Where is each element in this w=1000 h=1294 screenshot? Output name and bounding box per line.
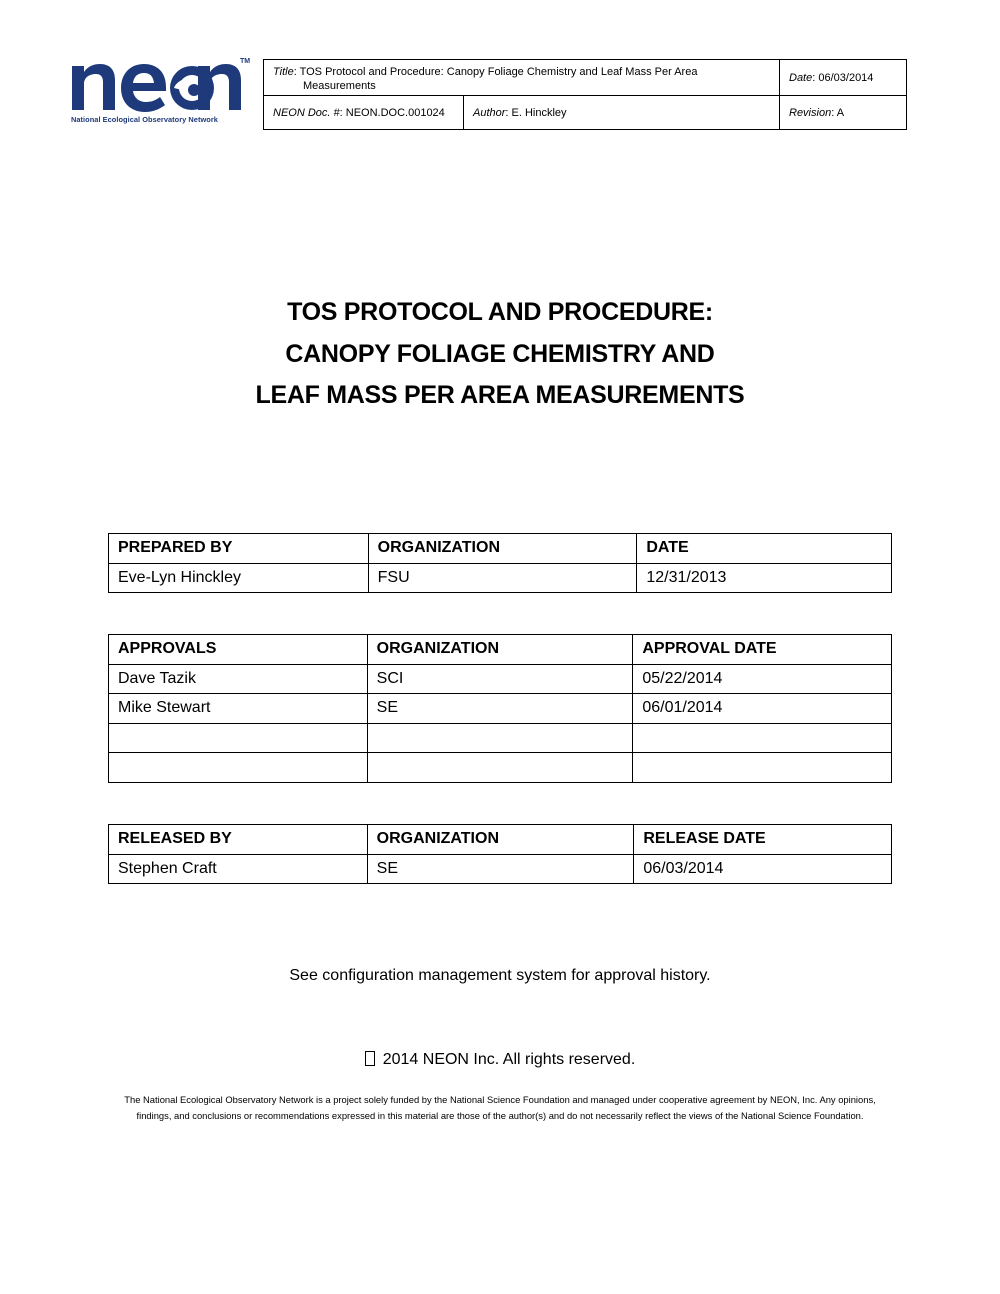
table-row bbox=[109, 694, 892, 724]
table-cell: 12/31/2013 bbox=[637, 563, 892, 593]
table-cell: 05/22/2014 bbox=[633, 664, 892, 694]
table-cell: Eve-Lyn Hinckley bbox=[109, 563, 369, 593]
table-cell: Dave Tazik bbox=[109, 664, 368, 694]
table-header-row bbox=[109, 534, 892, 564]
trademark-mark: TM bbox=[240, 58, 251, 65]
table-header-row bbox=[109, 825, 892, 855]
table-cell: SE bbox=[367, 694, 633, 724]
column-header: RELEASED BY bbox=[109, 825, 368, 855]
logo-tagline: National Ecological Observatory Network bbox=[71, 115, 218, 124]
document-title-line: CANOPY FOLIAGE CHEMISTRY AND bbox=[285, 339, 715, 368]
author-value: : E. Hinckley bbox=[505, 107, 567, 119]
document-title bbox=[0, 292, 1000, 417]
table-row bbox=[109, 563, 892, 593]
table-cell bbox=[367, 753, 633, 783]
doc-number-label: NEON Doc. # bbox=[273, 107, 340, 119]
author-label: Author bbox=[473, 107, 506, 119]
released-by-table bbox=[108, 824, 892, 884]
document-header-table bbox=[263, 59, 907, 130]
funding-disclaimer: The National Ecological Observatory Network is a project solely funded by the National Science Foundation and managed under cooperative agreement by NEON, Inc. Any opinions, findings, and conclusions or recommendations expressed in this material are those of the author(s) and do not necessarily reflect the views of the National Science Foundation. bbox=[124, 1094, 876, 1122]
revision-label: Revision bbox=[789, 107, 832, 119]
title-value: : TOS Protocol and Procedure: Canopy Foliage Chemistry and Leaf Mass Per Area bbox=[293, 65, 698, 78]
header-doc-number-cell bbox=[264, 96, 464, 130]
column-header: PREPARED BY bbox=[109, 534, 369, 564]
table-cell bbox=[633, 753, 892, 783]
table-cell bbox=[633, 723, 892, 753]
header-date-cell bbox=[780, 60, 907, 95]
neon-logo bbox=[70, 58, 251, 130]
column-header: ORGANIZATION bbox=[367, 825, 634, 855]
copyright-line bbox=[0, 1051, 1000, 1069]
table-cell: 06/03/2014 bbox=[634, 854, 892, 884]
table-cell bbox=[109, 723, 368, 753]
column-header: APPROVAL DATE bbox=[633, 635, 892, 665]
header-author-cell bbox=[464, 96, 780, 130]
copyright-symbol-icon bbox=[365, 1051, 375, 1066]
document-title-line: TOS PROTOCOL AND PROCEDURE: bbox=[287, 298, 713, 326]
table-cell bbox=[109, 753, 368, 783]
header-revision-cell bbox=[780, 96, 907, 130]
date-value: : 06/03/2014 bbox=[812, 71, 874, 84]
table-cell: SCI bbox=[367, 664, 633, 694]
table-cell bbox=[367, 723, 633, 753]
approvals-table bbox=[108, 634, 892, 783]
table-cell: Stephen Craft bbox=[109, 854, 368, 884]
column-header: ORGANIZATION bbox=[368, 534, 637, 564]
revision-value: : A bbox=[831, 107, 845, 119]
neon-wordmark-graphic bbox=[70, 58, 242, 112]
table-row bbox=[109, 664, 892, 694]
title-label: Title bbox=[273, 65, 294, 78]
table-row bbox=[109, 854, 892, 884]
prepared-by-table bbox=[108, 533, 892, 593]
document-title-line: LEAF MASS PER AREA MEASUREMENTS bbox=[255, 381, 745, 409]
column-header: ORGANIZATION bbox=[367, 635, 633, 665]
column-header: APPROVALS bbox=[109, 635, 368, 665]
title-value-continued: Measurements bbox=[303, 79, 376, 92]
date-label: Date bbox=[789, 71, 813, 84]
column-header: RELEASE DATE bbox=[634, 825, 892, 855]
table-cell: Mike Stewart bbox=[109, 694, 368, 724]
table-header-row bbox=[109, 635, 892, 665]
column-header: DATE bbox=[637, 534, 892, 564]
table-cell: FSU bbox=[368, 563, 637, 593]
table-cell: SE bbox=[367, 854, 634, 884]
doc-number-value: : NEON.DOC.001024 bbox=[339, 107, 445, 119]
table-cell: 06/01/2014 bbox=[633, 694, 892, 724]
copyright-text: 2014 NEON Inc. All rights reserved. bbox=[382, 1051, 636, 1068]
table-row bbox=[109, 723, 892, 753]
configuration-note: See configuration management system for approval history. bbox=[289, 967, 711, 984]
header-title-cell bbox=[264, 60, 780, 95]
table-row bbox=[109, 753, 892, 783]
